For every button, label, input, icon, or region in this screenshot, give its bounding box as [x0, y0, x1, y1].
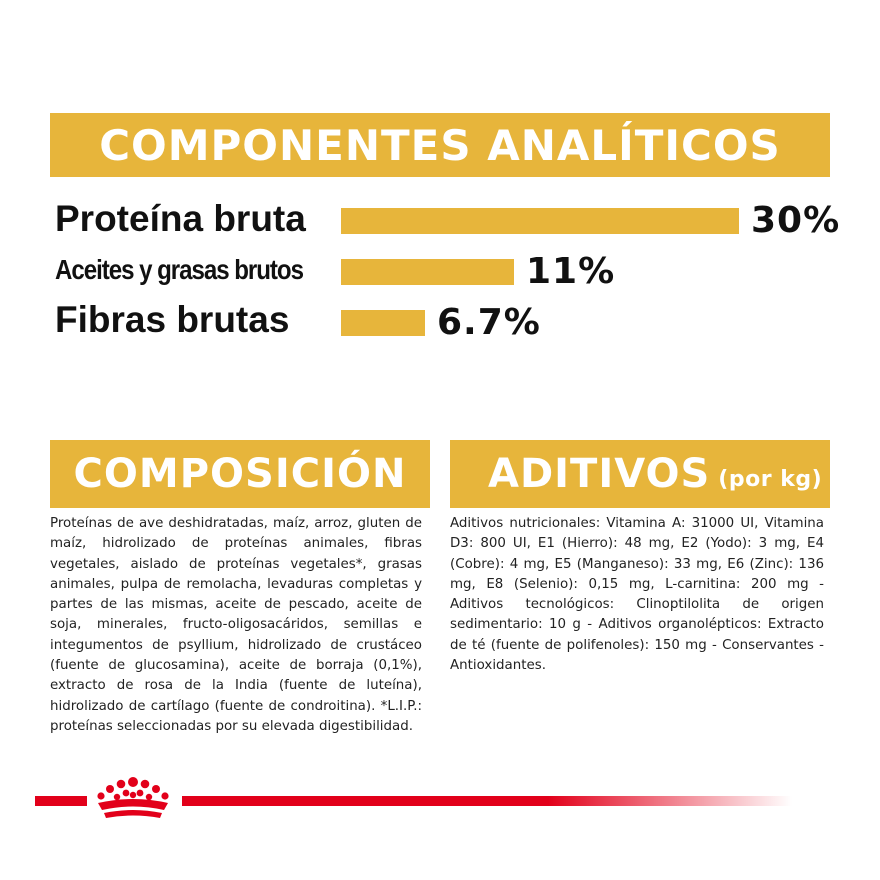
protein-bar	[341, 208, 739, 234]
fats-value: 11%	[526, 251, 616, 292]
fibers-bar	[341, 310, 425, 336]
protein-value: 30%	[751, 200, 841, 241]
additives-title-suffix: (por kg)	[718, 466, 823, 492]
row-label-fibers: Fibras brutas	[55, 299, 290, 340]
row-label-protein: Proteína bruta	[55, 198, 306, 239]
row-label-fats: Aceites y grasas brutos	[55, 254, 303, 285]
composition-title: COMPOSICIÓN	[50, 440, 430, 508]
additives-text: Aditivos nutricionales: Vitamina A: 31000 UI, Vitamina D3: 800 UI, E1 (Hierro): 48 mg, E2 (Yodo): 3 mg, E4 (Cobre): 4 mg, E5 (Manganeso): 33 mg, E6 (Zinc): 136 mg, E8 (Selenio): 0,15 mg, L-carnitina: 200 mg - Aditivos tecnológicos: Clinoptilolita de origen sedimentario: 10 g - Aditivos organolépticos: Extracto de té (fuente de polifenoles): 150 mg - Conservantes - Antioxidantes.	[450, 516, 824, 674]
fibers-value: 6.7%	[437, 302, 541, 343]
fats-bar	[341, 259, 514, 285]
composition-text: Proteínas de ave deshidratadas, maíz, arroz, gluten de maíz, hidrolizado de proteínas animales, fibras vegetales, aislado de proteínas vegetales*, grasas animales, pulpa de remolacha, levaduras completas y partes de las mismas, aceite de pescado, aceite de soja, minerales, fructo-oligosacáridos, semillas e integumentos de psyllium, hidrolizado de crustáceo (fuente de glucosamina), aceite de borraja (0,1%), extracto de rosa de la India (fuente de luteína), hidrolizado de cartílago (fuente de condroitina). *L.I.P.: proteínas seleccionadas por su elevada digestibilidad.	[50, 516, 422, 734]
footer-line-right	[182, 796, 792, 806]
additives-title	[450, 440, 830, 508]
analytic-components-title: COMPONENTES ANALÍTICOS	[50, 113, 830, 177]
additives-title-main: ADITIVOS	[488, 451, 711, 497]
footer-line-left	[35, 796, 87, 806]
crown-logo-icon	[90, 775, 176, 823]
